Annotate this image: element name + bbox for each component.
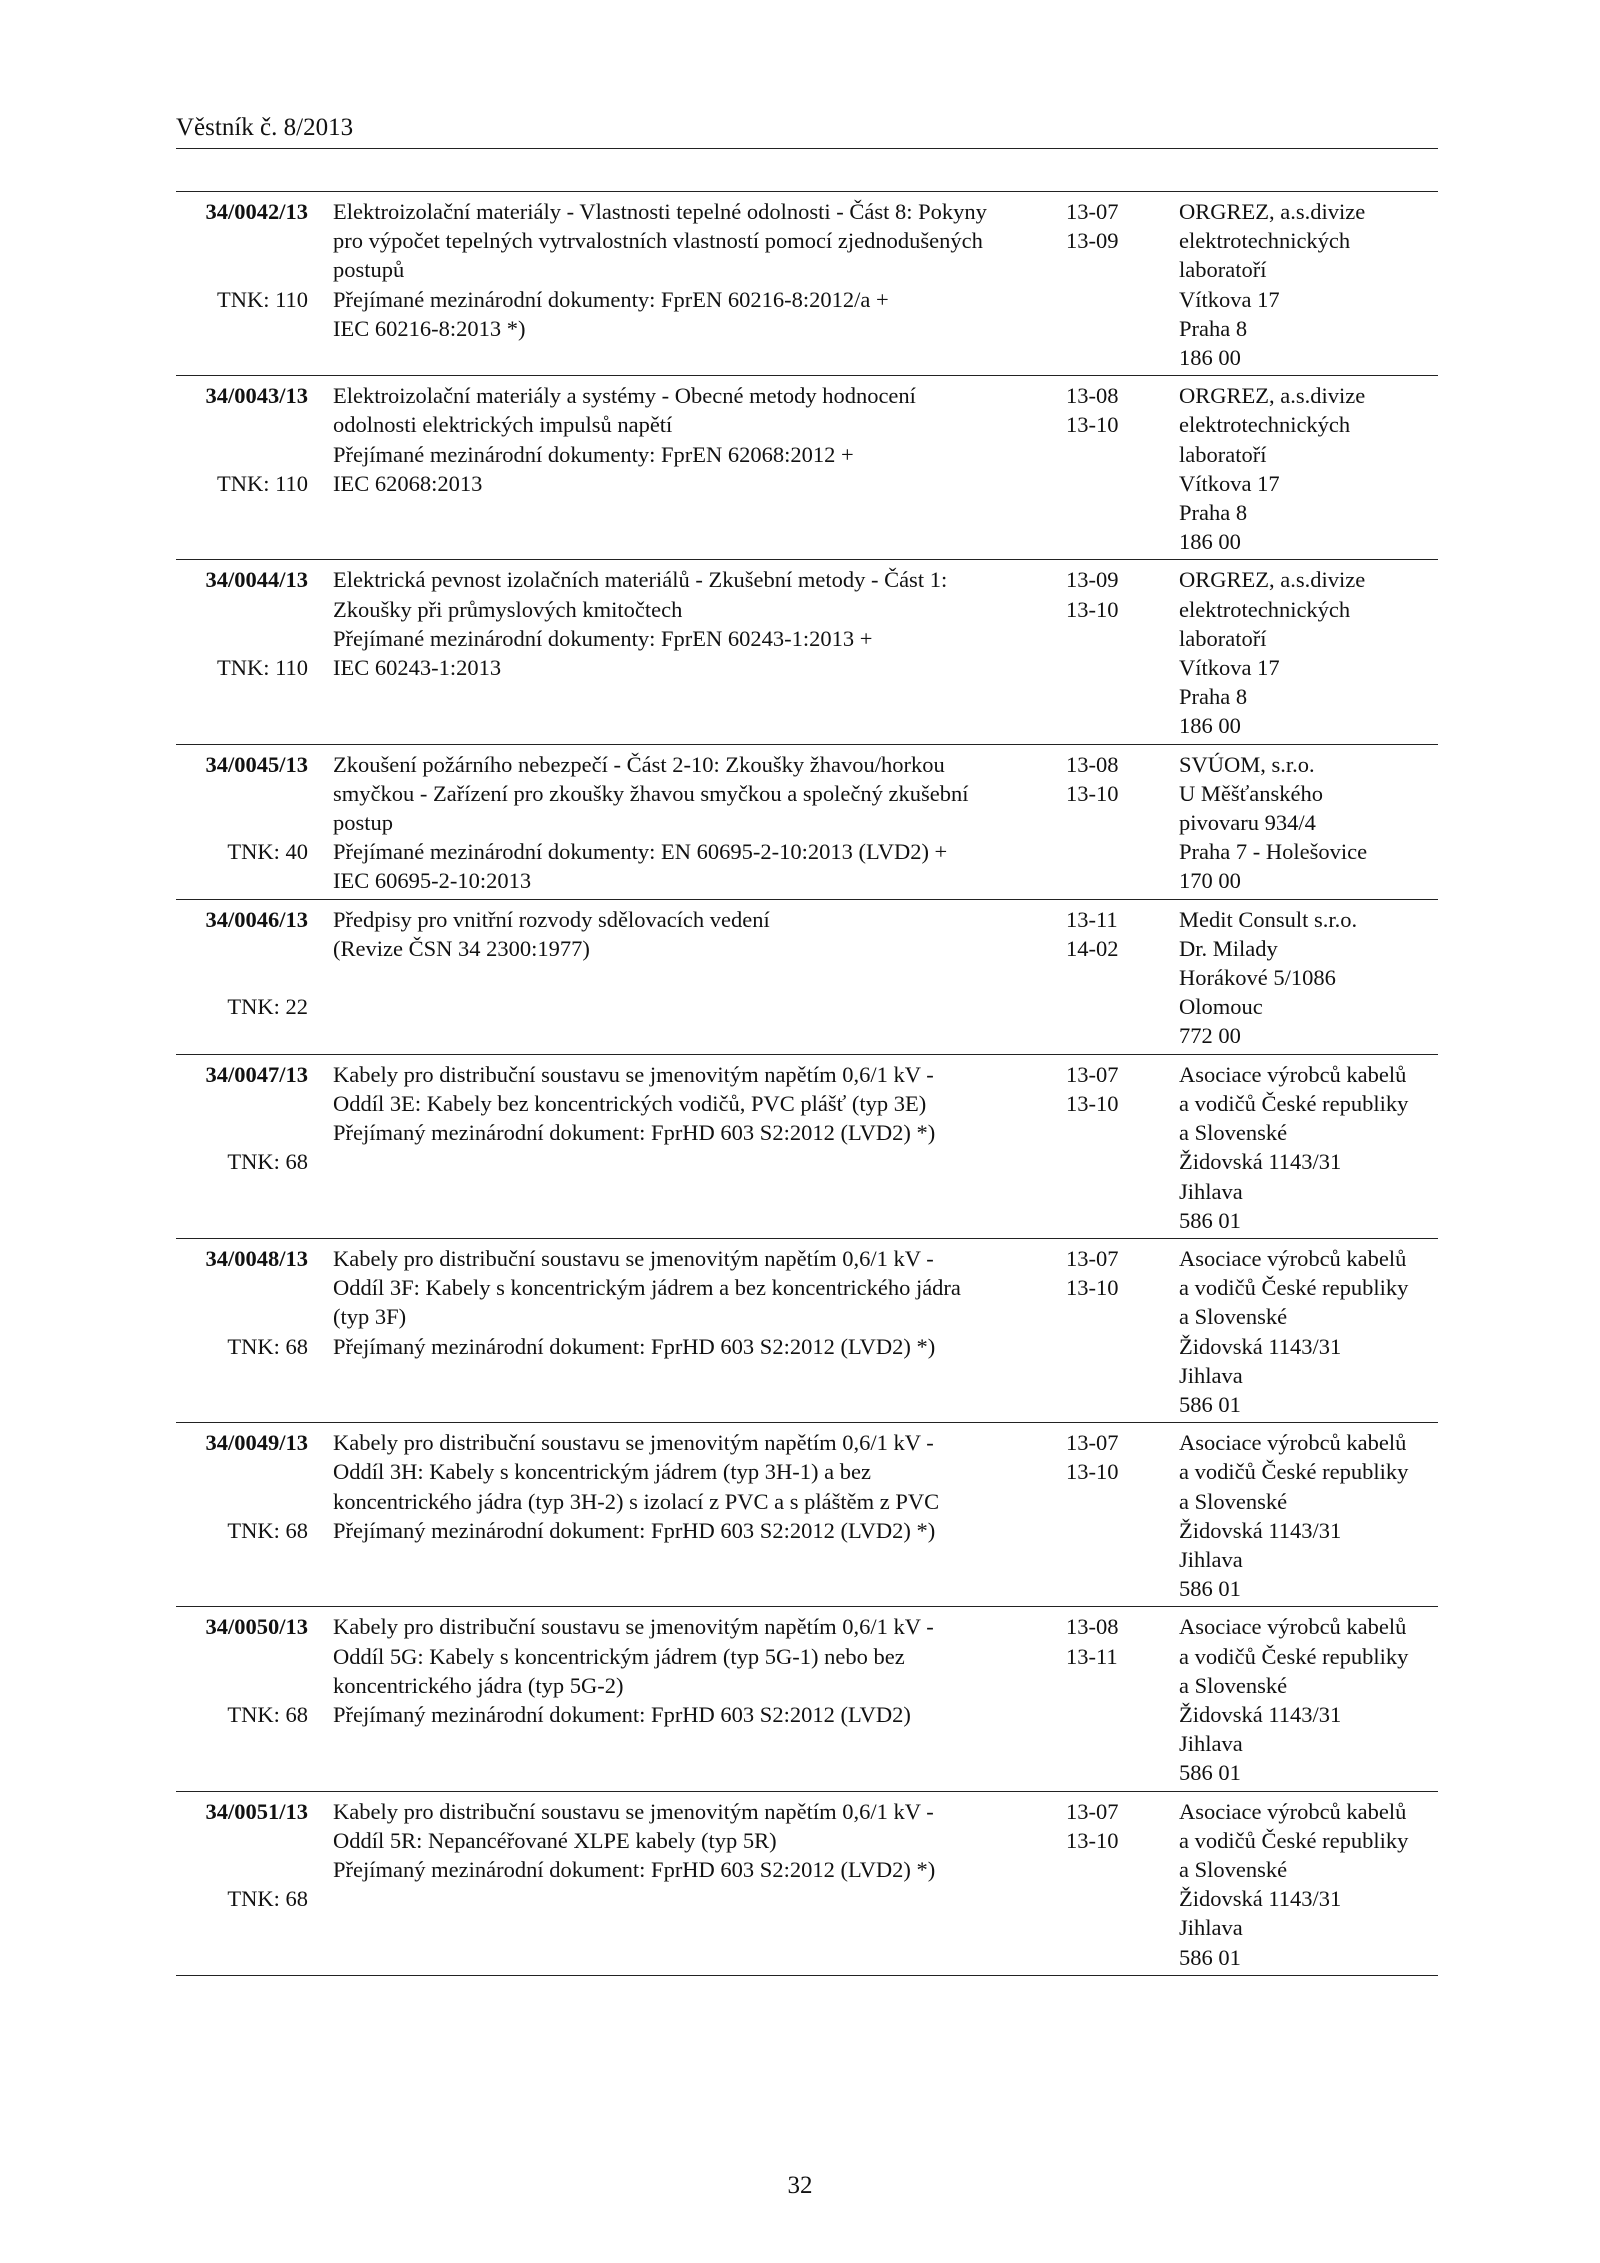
standard-number: 34/0047/13 xyxy=(205,1061,308,1087)
standard-id-cell xyxy=(176,905,308,1051)
description-line: Přejímané mezinárodní dokumenty: FprEN 60216-8:2012/a + xyxy=(333,286,889,312)
organization-line: 772 00 xyxy=(1179,1023,1241,1049)
organization-line: elektrotechnických xyxy=(1179,228,1351,254)
date-value: 13-09 xyxy=(1066,567,1119,593)
organization-cell xyxy=(1179,197,1438,372)
table-row xyxy=(176,1607,1438,1791)
standard-number: 34/0049/13 xyxy=(205,1430,308,1456)
description-line: Přejímaný mezinárodní dokument: FprHD 603 S2:2012 (LVD2) *) xyxy=(333,1120,936,1146)
organization-line: laboratoří xyxy=(1179,625,1267,651)
page-number: 32 xyxy=(787,2172,813,2199)
description-line: Elektrická pevnost izolačních materiálů - Zkušební metody - Část 1: xyxy=(333,567,948,593)
dates-cell xyxy=(1066,1060,1176,1235)
organization-cell xyxy=(1179,1612,1438,1787)
description-line: (Revize ČSN 34 2300:1977) xyxy=(333,935,590,961)
date-value: 13-08 xyxy=(1066,1614,1119,1640)
date-value: 13-10 xyxy=(1066,1459,1119,1485)
description-cell xyxy=(333,565,1051,740)
description-line: Elektroizolační materiály a systémy - Obecné metody hodnocení xyxy=(333,383,916,409)
description-line: Kabely pro distribuční soustavu se jmenovitým napětím 0,6/1 kV - xyxy=(333,1245,934,1271)
date-value: 13-08 xyxy=(1066,751,1119,777)
date-value: 13-10 xyxy=(1066,1827,1119,1853)
organization-line: Jihlava xyxy=(1179,1731,1243,1757)
organization-line: U Měšťanského xyxy=(1179,780,1323,806)
standard-id-cell xyxy=(176,1612,308,1787)
description-line: Kabely pro distribuční soustavu se jmenovitým napětím 0,6/1 kV - xyxy=(333,1798,934,1824)
date-value: 13-10 xyxy=(1066,596,1119,622)
date-value: 13-11 xyxy=(1066,1643,1118,1669)
organization-line: 586 01 xyxy=(1179,1944,1241,1970)
description-line: Přejímaný mezinárodní dokument: FprHD 603 S2:2012 (LVD2) *) xyxy=(333,1517,936,1543)
description-cell xyxy=(333,1244,1051,1419)
table-row xyxy=(176,1423,1438,1607)
description-line: IEC 60695-2-10:2013 xyxy=(333,868,532,894)
description-line: Zkoušení požárního nebezpečí - Část 2-10: Zkoušky žhavou/horkou xyxy=(333,751,945,777)
organization-line: 586 01 xyxy=(1179,1391,1241,1417)
description-line: smyčkou - Zařízení pro zkoušky žhavou smyčkou a společný zkušební xyxy=(333,780,969,806)
organization-line: 586 01 xyxy=(1179,1760,1241,1786)
organization-cell xyxy=(1179,1428,1438,1603)
organization-line: 170 00 xyxy=(1179,868,1241,894)
standard-id-cell xyxy=(176,1244,308,1419)
date-value: 13-07 xyxy=(1066,199,1119,224)
standard-id-cell xyxy=(176,750,308,896)
description-cell xyxy=(333,905,1051,1051)
organization-line: laboratoří xyxy=(1179,441,1267,467)
description-line: Kabely pro distribuční soustavu se jmenovitým napětím 0,6/1 kV - xyxy=(333,1614,934,1640)
organization-line: ORGREZ, a.s.divize xyxy=(1179,199,1366,224)
standard-number: 34/0042/13 xyxy=(205,199,308,224)
description-line: IEC 62068:2013 xyxy=(333,470,483,496)
table-row xyxy=(176,900,1438,1055)
organization-line: 586 01 xyxy=(1179,1576,1241,1602)
organization-line: a vodičů České republiky xyxy=(1179,1827,1409,1853)
organization-line: Židovská 1143/31 xyxy=(1179,1701,1342,1727)
organization-line: a vodičů České republiky xyxy=(1179,1459,1409,1485)
table-row xyxy=(176,1055,1438,1239)
organization-line: pivovaru 934/4 xyxy=(1179,810,1316,836)
date-value: 13-10 xyxy=(1066,780,1119,806)
dates-cell xyxy=(1066,1612,1176,1787)
standard-number: 34/0044/13 xyxy=(205,567,308,593)
organization-line: Medit Consult s.r.o. xyxy=(1179,906,1358,932)
tnk-label: TNK: 68 xyxy=(227,1333,308,1359)
organization-line: Praha 8 xyxy=(1179,684,1248,710)
description-line: koncentrického jádra (typ 3H-2) s izolací z PVC a s pláštěm z PVC xyxy=(333,1488,940,1514)
page-header xyxy=(176,110,1438,149)
organization-line: Asociace výrobců kabelů xyxy=(1179,1430,1407,1456)
date-value: 14-02 xyxy=(1066,935,1119,961)
standard-number: 34/0048/13 xyxy=(205,1245,308,1271)
description-line: Oddíl 3H: Kabely s koncentrickým jádrem (typ 3H-1) a bez xyxy=(333,1459,871,1485)
organization-line: Jihlava xyxy=(1179,1546,1243,1572)
standard-number: 34/0043/13 xyxy=(205,383,308,409)
description-line: Přejímané mezinárodní dokumenty: EN 60695-2-10:2013 (LVD2) + xyxy=(333,839,948,865)
organization-cell xyxy=(1179,565,1438,740)
organization-line: Asociace výrobců kabelů xyxy=(1179,1614,1407,1640)
organization-line: Praha 8 xyxy=(1179,315,1248,341)
date-value: 13-11 xyxy=(1066,906,1118,932)
dates-cell xyxy=(1066,197,1176,372)
organization-line: Dr. Milady xyxy=(1179,935,1278,961)
organization-line: Asociace výrobců kabelů xyxy=(1179,1798,1407,1824)
date-value: 13-07 xyxy=(1066,1245,1119,1271)
table-row xyxy=(176,1239,1438,1423)
description-line: Elektroizolační materiály - Vlastnosti tepelné odolnosti - Část 8: Pokyny xyxy=(333,199,987,224)
date-value: 13-09 xyxy=(1066,228,1119,254)
date-value: 13-10 xyxy=(1066,1275,1119,1301)
organization-line: a Slovenské xyxy=(1179,1488,1288,1514)
organization-cell xyxy=(1179,381,1438,556)
standard-number: 34/0050/13 xyxy=(205,1614,308,1640)
organization-line: a Slovenské xyxy=(1179,1672,1288,1698)
table-row xyxy=(176,192,1438,376)
organization-line: Židovská 1143/31 xyxy=(1179,1886,1342,1912)
tnk-label: TNK: 68 xyxy=(227,1701,308,1727)
standard-id-cell xyxy=(176,381,308,556)
organization-line: Vítkova 17 xyxy=(1179,286,1280,312)
description-line: (typ 3F) xyxy=(333,1304,407,1330)
description-line: Kabely pro distribuční soustavu se jmenovitým napětím 0,6/1 kV - xyxy=(333,1430,934,1456)
description-line: Předpisy pro vnitřní rozvody sdělovacích vedení xyxy=(333,906,770,932)
organization-line: Židovská 1143/31 xyxy=(1179,1149,1342,1175)
standard-id-cell xyxy=(176,1797,308,1972)
description-line: Oddíl 3F: Kabely s koncentrickým jádrem a bez koncentrického jádra xyxy=(333,1275,961,1301)
tnk-label: TNK: 22 xyxy=(227,994,308,1020)
description-line: Oddíl 5G: Kabely s koncentrickým jádrem (typ 5G-1) nebo bez xyxy=(333,1643,905,1669)
date-value: 13-07 xyxy=(1066,1061,1119,1087)
description-line: Přejímané mezinárodní dokumenty: FprEN 62068:2012 + xyxy=(333,441,854,467)
standard-id-cell xyxy=(176,1428,308,1603)
description-line: odolnosti elektrických impulsů napětí xyxy=(333,412,673,438)
organization-line: a vodičů České republiky xyxy=(1179,1275,1409,1301)
table-row xyxy=(176,560,1438,744)
standard-id-cell xyxy=(176,1060,308,1235)
organization-line: SVÚOM, s.r.o. xyxy=(1179,751,1315,777)
tnk-label: TNK: 110 xyxy=(216,470,308,496)
organization-line: Horákové 5/1086 xyxy=(1179,965,1336,991)
organization-line: ORGREZ, a.s.divize xyxy=(1179,383,1366,409)
organization-line: a Slovenské xyxy=(1179,1304,1288,1330)
journal-title: Věstník č. 8/2013 xyxy=(176,114,354,141)
organization-line: 586 01 xyxy=(1179,1207,1241,1233)
table-row xyxy=(176,376,1438,560)
organization-line: Praha 8 xyxy=(1179,500,1248,526)
description-cell xyxy=(333,1428,1051,1603)
organization-line: Praha 7 - Holešovice xyxy=(1179,839,1368,865)
organization-line: Asociace výrobců kabelů xyxy=(1179,1061,1407,1087)
date-value: 13-07 xyxy=(1066,1430,1119,1456)
description-line: Přejímaný mezinárodní dokument: FprHD 603 S2:2012 (LVD2) xyxy=(333,1701,911,1727)
organization-cell xyxy=(1179,905,1438,1051)
tnk-label: TNK: 110 xyxy=(216,286,308,312)
standards-table xyxy=(176,191,1438,1976)
table-row xyxy=(176,1792,1438,1976)
description-cell xyxy=(333,381,1051,556)
organization-line: Jihlava xyxy=(1179,1362,1243,1388)
description-cell xyxy=(333,750,1051,896)
organization-line: Židovská 1143/31 xyxy=(1179,1333,1342,1359)
description-line: Přejímaný mezinárodní dokument: FprHD 603 S2:2012 (LVD2) *) xyxy=(333,1333,936,1359)
description-cell xyxy=(333,1612,1051,1787)
organization-line: Vítkova 17 xyxy=(1179,655,1280,681)
standard-id-cell xyxy=(176,197,308,372)
description-line: postup xyxy=(333,810,394,836)
tnk-label: TNK: 68 xyxy=(227,1149,308,1175)
description-line: Přejímaný mezinárodní dokument: FprHD 603 S2:2012 (LVD2) *) xyxy=(333,1856,936,1882)
standard-number: 34/0051/13 xyxy=(205,1798,308,1824)
dates-cell xyxy=(1066,905,1176,1051)
organization-cell xyxy=(1179,1060,1438,1235)
dates-cell xyxy=(1066,381,1176,556)
description-cell xyxy=(333,1797,1051,1972)
tnk-label: TNK: 110 xyxy=(216,655,308,681)
dates-cell xyxy=(1066,1428,1176,1603)
dates-cell xyxy=(1066,750,1176,896)
organization-line: Jihlava xyxy=(1179,1178,1243,1204)
description-line: IEC 60243-1:2013 xyxy=(333,655,502,681)
description-line: pro výpočet tepelných vytrvalostních vlastností pomocí zjednodušených xyxy=(333,228,983,254)
organization-line: elektrotechnických xyxy=(1179,596,1351,622)
organization-line: a Slovenské xyxy=(1179,1120,1288,1146)
tnk-label: TNK: 68 xyxy=(227,1886,308,1912)
organization-line: a Slovenské xyxy=(1179,1856,1288,1882)
organization-line: 186 00 xyxy=(1179,345,1241,371)
tnk-label: TNK: 68 xyxy=(227,1517,308,1543)
standard-number: 34/0046/13 xyxy=(205,906,308,932)
organization-cell xyxy=(1179,1797,1438,1972)
dates-cell xyxy=(1066,1244,1176,1419)
standard-id-cell xyxy=(176,565,308,740)
organization-line: 186 00 xyxy=(1179,529,1241,555)
description-cell xyxy=(333,197,1051,372)
tnk-label: TNK: 40 xyxy=(227,839,308,865)
description-line: Přejímané mezinárodní dokumenty: FprEN 60243-1:2013 + xyxy=(333,625,873,651)
organization-cell xyxy=(1179,1244,1438,1419)
date-value: 13-10 xyxy=(1066,412,1119,438)
organization-line: a vodičů České republiky xyxy=(1179,1090,1409,1116)
organization-line: 186 00 xyxy=(1179,713,1241,739)
description-line: Oddíl 5R: Nepancéřované XLPE kabely (typ 5R) xyxy=(333,1827,777,1853)
description-line: Kabely pro distribuční soustavu se jmenovitým napětím 0,6/1 kV - xyxy=(333,1061,934,1087)
description-line: Oddíl 3E: Kabely bez koncentrických vodičů, PVC plášť (typ 3E) xyxy=(333,1090,927,1116)
organization-line: elektrotechnických xyxy=(1179,412,1351,438)
organization-line: Židovská 1143/31 xyxy=(1179,1517,1342,1543)
dates-cell xyxy=(1066,565,1176,740)
description-line: postupů xyxy=(333,257,405,283)
organization-line: laboratoří xyxy=(1179,257,1267,283)
organization-line: Olomouc xyxy=(1179,994,1263,1020)
description-line: koncentrického jádra (typ 5G-2) xyxy=(333,1672,624,1698)
date-value: 13-07 xyxy=(1066,1798,1119,1824)
organization-line: Jihlava xyxy=(1179,1915,1243,1941)
dates-cell xyxy=(1066,1797,1176,1972)
description-line: Zkoušky při průmyslových kmitočtech xyxy=(333,596,683,622)
organization-line: Vítkova 17 xyxy=(1179,470,1280,496)
date-value: 13-08 xyxy=(1066,383,1119,409)
description-cell xyxy=(333,1060,1051,1235)
organization-cell xyxy=(1179,750,1438,896)
date-value: 13-10 xyxy=(1066,1090,1119,1116)
standard-number: 34/0045/13 xyxy=(205,751,308,777)
table-row xyxy=(176,745,1438,900)
organization-line: a vodičů České republiky xyxy=(1179,1643,1409,1669)
description-line: IEC 60216-8:2013 *) xyxy=(333,315,526,341)
organization-line: Asociace výrobců kabelů xyxy=(1179,1245,1407,1271)
organization-line: ORGREZ, a.s.divize xyxy=(1179,567,1366,593)
